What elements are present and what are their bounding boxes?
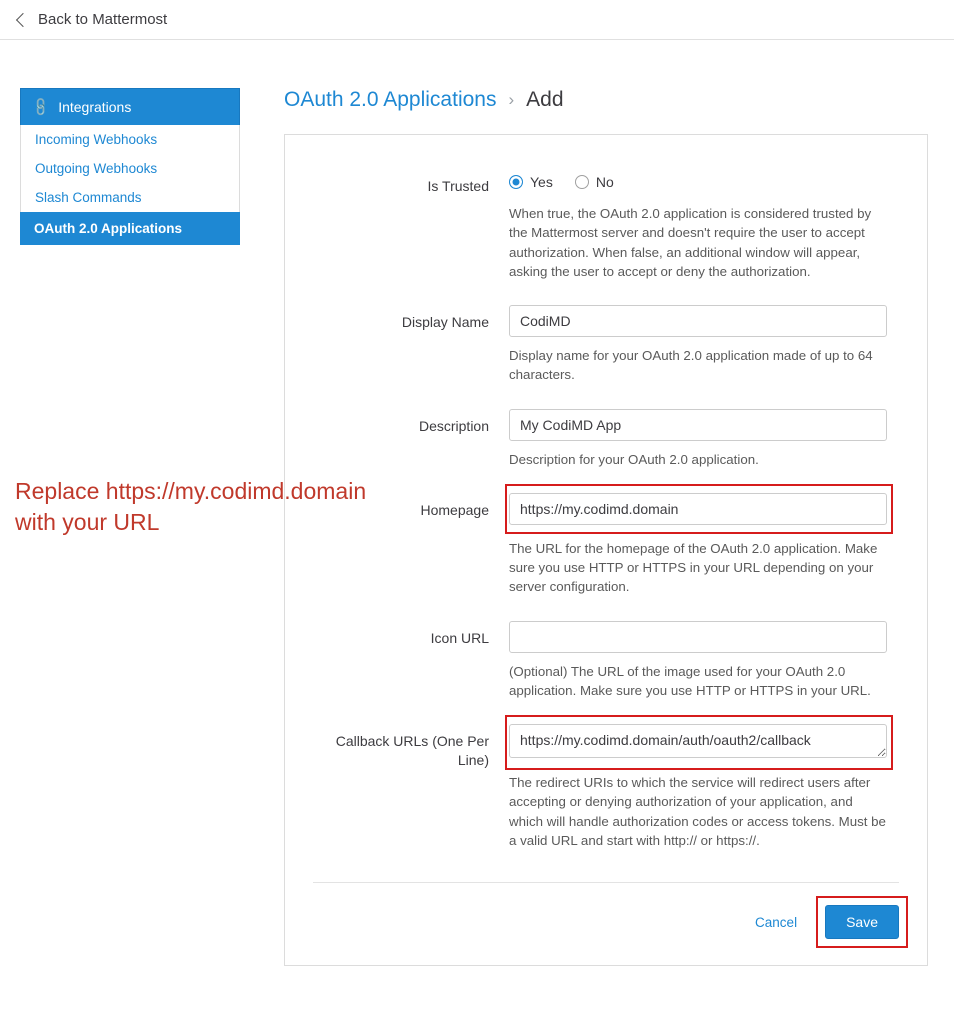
sidebar-item-label: Outgoing Webhooks [35,161,158,176]
display-name-label: Display Name [401,314,489,331]
is-trusted-radio-yes[interactable] [509,174,553,190]
display-name-input[interactable] [509,305,887,337]
is-trusted-yes-label: Yes [530,174,553,190]
chevron-left-icon [16,12,30,26]
icon-url-label: Icon URL [430,629,489,646]
sidebar-item-oauth-applications[interactable] [20,212,240,245]
sidebar-item-label: OAuth 2.0 Applications [34,221,183,236]
icon-url-input[interactable] [509,621,887,653]
form-row-callback-urls [313,724,899,870]
form-row-icon-url [313,621,899,721]
sidebar-item-label: Incoming Webhooks [35,132,158,147]
callback-urls-highlight [509,724,887,761]
breadcrumb-current: Add [526,88,564,111]
is-trusted-no-label: No [595,174,614,190]
callback-urls-label: Callback URLs (One Per Line) [335,733,489,769]
homepage-highlight [509,493,887,525]
breadcrumb-separator-icon: › [508,90,515,109]
is-trusted-help: When true, the OAuth 2.0 application is considered trusted by the Mattermost server and doesn't require the user to accept authorization. When false, an additional window will appear, asking the user to accept or deny the authorization. [509,206,872,279]
is-trusted-radio-no[interactable] [575,174,614,190]
description-input[interactable] [509,409,887,441]
radio-selected-icon [509,175,523,189]
icon-url-help: (Optional) The URL of the image used for your OAuth 2.0 application. Make sure you use HTTP or HTTPS in your URL. [509,663,871,698]
display-name-help: Display name for your OAuth 2.0 application made of up to 64 characters. [509,348,873,383]
callback-urls-textarea[interactable] [509,724,887,758]
sidebar-item-outgoing-webhooks[interactable] [21,154,239,183]
homepage-help: The URL for the homepage of the OAuth 2.0 application. Make sure you use HTTP or HTTPS in your URL depending on your server configuration. [509,540,878,595]
form-row-display-name [313,305,899,405]
sidebar-item-label: Slash Commands [35,190,142,205]
annotation-text [15,476,515,538]
sidebar-item-incoming-webhooks[interactable] [21,125,239,154]
sidebar-header [20,88,240,125]
homepage-label: Homepage [420,501,489,518]
form-row-is-trusted [313,169,899,301]
cancel-button[interactable]: Cancel [749,914,803,931]
annotation-line-2: with your URL [15,509,160,536]
form-actions [313,883,899,943]
top-bar [0,0,954,40]
callback-urls-help: The redirect URIs to which the service will redirect users after accepting or denying authorization of your application, and which will handle authorization codes or access tokens. Must be a valid URL and start with http:// or https://. [509,775,886,848]
description-label: Description [418,417,489,434]
sidebar-list [20,125,240,245]
breadcrumb [284,88,928,112]
radio-unselected-icon [575,175,589,189]
save-highlight [825,905,899,939]
description-help: Description for your OAuth 2.0 application. [509,451,759,467]
link-icon: 🔗 [29,95,52,118]
sidebar-header-label: Integrations [58,99,132,115]
sidebar-item-slash-commands[interactable] [21,183,239,212]
is-trusted-radio-group [509,169,899,190]
annotation-line-1: Replace https://my.codimd.domain [15,478,367,504]
back-to-mattermost-link[interactable] [18,11,167,28]
oauth-app-form-card [284,134,928,966]
back-link-label: Back to Mattermost [38,11,168,28]
breadcrumb-parent-link[interactable]: OAuth 2.0 Applications [284,88,497,111]
is-trusted-label: Is Trusted [427,178,489,194]
save-button[interactable]: Save [825,905,899,939]
homepage-input[interactable] [509,493,887,525]
